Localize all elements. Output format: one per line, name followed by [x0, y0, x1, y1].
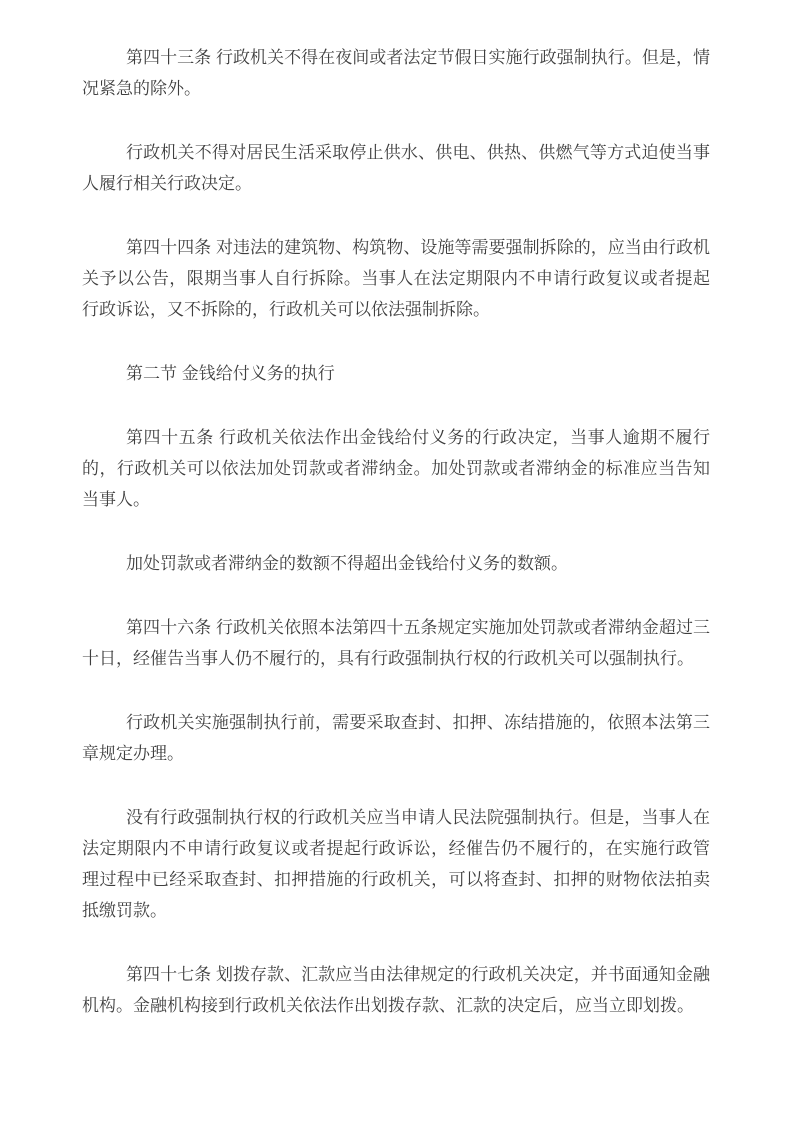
- article-45-paragraph: 第四十五条 行政机关依法作出金钱给付义务的行政决定，当事人逾期不履行的，行政机关可以依法加处罚款或者滞纳金。加处罚款或者滞纳金的标准应当告知当事人。: [82, 428, 710, 509]
- article-43-utilities-clause: 行政机关不得对居民生活采取停止供水、供电、供热、供燃气等方式迫使当事人履行相关行政决定。: [82, 143, 710, 193]
- article-45-amount-clause: 加处罚款或者滞纳金的数额不得超出金钱给付义务的数额。: [126, 554, 568, 573]
- article-47-paragraph: 第四十七条 划拨存款、汇款应当由法律规定的行政机关决定，并书面通知金融机构。金融机构接到行政机关依法作出划拨存款、汇款的决定后，应当立即划拨。: [82, 965, 710, 1015]
- article-44-paragraph: 第四十四条 对违法的建筑物、构筑物、设施等需要强制拆除的，应当由行政机关予以公告，限期当事人自行拆除。当事人在法定期限内不申请行政复议或者提起行政诉讼，又不拆除的，行政机关可以依法强制拆除。: [82, 238, 710, 319]
- article-43-paragraph: 第四十三条 行政机关不得在夜间或者法定节假日实施行政强制执行。但是，情况紧急的除外。: [82, 48, 710, 98]
- article-46-court-enforcement-clause: 没有行政强制执行权的行政机关应当申请人民法院强制执行。但是，当事人在法定期限内不申请行政复议或者提起行政诉讼，经催告仍不履行的，在实施行政管理过程中已经采取查封、扣押措施的行政机关，可以将查封、扣押的财物依法拍卖抵缴罚款。: [82, 808, 710, 920]
- section-2-heading: 第二节 金钱给付义务的执行: [126, 364, 335, 383]
- article-46-seizure-clause: 行政机关实施强制执行前，需要采取查封、扣押、冻结措施的，依照本法第三章规定办理。: [82, 713, 710, 763]
- article-46-paragraph: 第四十六条 行政机关依照本法第四十五条规定实施加处罚款或者滞纳金超过三十日，经催告当事人仍不履行的，具有行政强制执行权的行政机关可以强制执行。: [82, 618, 710, 668]
